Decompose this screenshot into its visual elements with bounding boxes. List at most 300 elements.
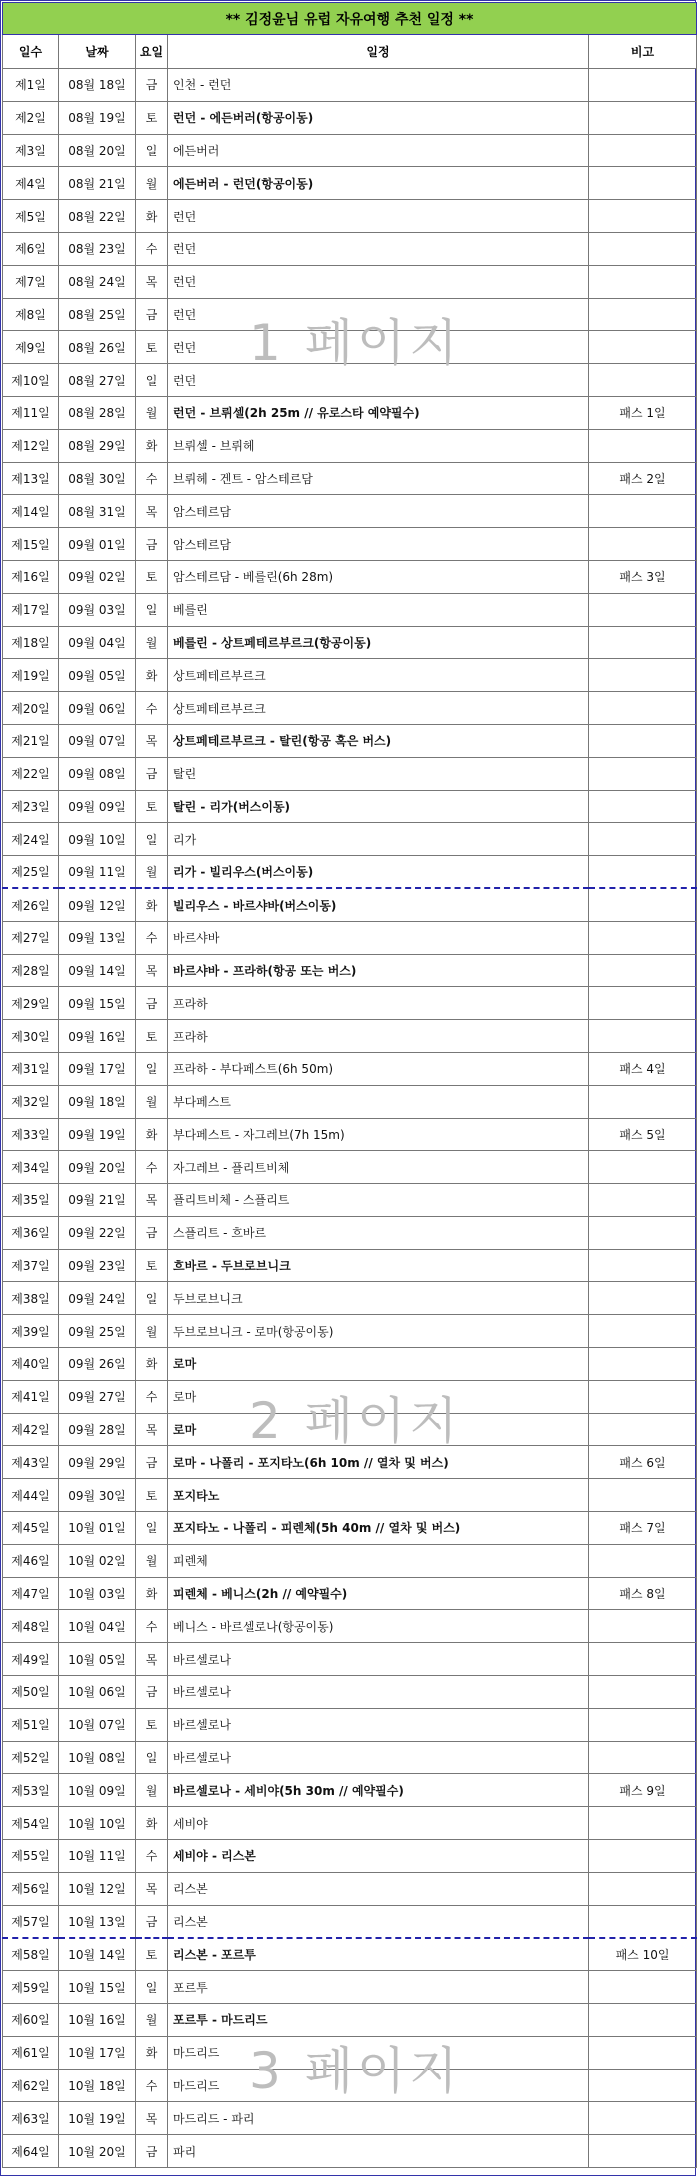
date-cell: 09월 26일 (59, 1348, 136, 1381)
day-cell: 제50일 (3, 1676, 59, 1709)
plan-cell: 세비야 (168, 1807, 589, 1840)
weekday-cell: 금 (136, 757, 168, 790)
plan-cell: 로마 (168, 1413, 589, 1446)
date-cell: 10월 16일 (59, 2004, 136, 2037)
weekday-cell: 금 (136, 1676, 168, 1709)
day-cell: 제42일 (3, 1413, 59, 1446)
date-cell: 10월 20일 (59, 2135, 136, 2168)
plan-cell: 바르샤바 - 프라하(항공 또는 버스) (168, 954, 589, 987)
note-cell (589, 790, 697, 823)
note-cell (589, 101, 697, 134)
note-cell (589, 757, 697, 790)
date-cell: 09월 16일 (59, 1020, 136, 1053)
table-row (3, 1643, 697, 1676)
note-cell: 패스 8일 (589, 1577, 697, 1610)
note-cell (589, 1184, 697, 1217)
note-cell (589, 593, 697, 626)
day-cell: 제12일 (3, 429, 59, 462)
weekday-cell: 금 (136, 528, 168, 561)
table-row (3, 692, 697, 725)
date-cell: 08월 24일 (59, 265, 136, 298)
date-cell: 08월 21일 (59, 167, 136, 200)
weekday-cell: 화 (136, 1118, 168, 1151)
title-row (3, 3, 697, 35)
date-cell: 10월 11일 (59, 1840, 136, 1873)
weekday-cell: 수 (136, 1151, 168, 1184)
table-row (3, 2036, 697, 2069)
weekday-cell: 일 (136, 1741, 168, 1774)
weekday-cell: 수 (136, 1380, 168, 1413)
weekday-cell: 일 (136, 823, 168, 856)
day-cell: 제43일 (3, 1446, 59, 1479)
table-row (3, 1413, 697, 1446)
plan-cell: 런던 - 브뤼셀(2h 25m // 유로스타 예약필수) (168, 396, 589, 429)
day-cell: 제46일 (3, 1544, 59, 1577)
note-cell: 패스 2일 (589, 462, 697, 495)
plan-cell: 런던 (168, 298, 589, 331)
note-cell (589, 888, 697, 921)
date-cell: 10월 13일 (59, 1905, 136, 1938)
weekday-cell: 금 (136, 987, 168, 1020)
weekday-cell: 수 (136, 232, 168, 265)
header-day: 일수 (3, 35, 59, 69)
itinerary-body (3, 69, 697, 2168)
date-cell: 10월 19일 (59, 2102, 136, 2135)
table-row (3, 1840, 697, 1873)
header-dow: 요일 (136, 35, 168, 69)
plan-cell: 리스본 (168, 1872, 589, 1905)
table-row (3, 2004, 697, 2037)
note-cell (589, 265, 697, 298)
day-cell: 제25일 (3, 856, 59, 889)
note-cell (589, 2102, 697, 2135)
note-cell (589, 1544, 697, 1577)
weekday-cell: 월 (136, 1315, 168, 1348)
note-cell (589, 364, 697, 397)
note-cell (589, 954, 697, 987)
day-cell: 제57일 (3, 1905, 59, 1938)
note-cell: 패스 7일 (589, 1512, 697, 1545)
plan-cell: 로마 (168, 1380, 589, 1413)
date-cell: 10월 17일 (59, 2036, 136, 2069)
date-cell: 09월 06일 (59, 692, 136, 725)
header-plan: 일정 (168, 35, 589, 69)
weekday-cell: 월 (136, 1085, 168, 1118)
weekday-cell: 수 (136, 462, 168, 495)
day-cell: 제26일 (3, 888, 59, 921)
table-row (3, 1380, 697, 1413)
day-cell: 제45일 (3, 1512, 59, 1545)
date-cell: 10월 10일 (59, 1807, 136, 1840)
weekday-cell: 수 (136, 921, 168, 954)
plan-cell: 리스본 (168, 1905, 589, 1938)
day-cell: 제31일 (3, 1052, 59, 1085)
note-cell (589, 1872, 697, 1905)
table-row (3, 298, 697, 331)
table-row (3, 134, 697, 167)
day-cell: 제13일 (3, 462, 59, 495)
note-cell: 패스 3일 (589, 560, 697, 593)
note-cell (589, 69, 697, 102)
day-cell: 제4일 (3, 167, 59, 200)
table-row (3, 101, 697, 134)
date-cell: 09월 12일 (59, 888, 136, 921)
table-row (3, 69, 697, 102)
table-row (3, 1676, 697, 1709)
page-label-1: 1 페이지 (249, 314, 462, 372)
date-cell: 10월 15일 (59, 1971, 136, 2004)
note-cell (589, 1610, 697, 1643)
day-cell: 제36일 (3, 1216, 59, 1249)
note-cell (589, 1315, 697, 1348)
date-cell: 09월 03일 (59, 593, 136, 626)
itinerary-table (2, 2, 697, 2168)
weekday-cell: 토 (136, 1249, 168, 1282)
table-row (3, 1446, 697, 1479)
day-cell: 제10일 (3, 364, 59, 397)
day-cell: 제2일 (3, 101, 59, 134)
plan-cell: 리가 (168, 823, 589, 856)
note-cell: 패스 6일 (589, 1446, 697, 1479)
weekday-cell: 목 (136, 724, 168, 757)
weekday-cell: 화 (136, 200, 168, 233)
date-cell: 09월 02일 (59, 560, 136, 593)
weekday-cell: 일 (136, 1052, 168, 1085)
day-cell: 제39일 (3, 1315, 59, 1348)
day-cell: 제49일 (3, 1643, 59, 1676)
note-cell (589, 1151, 697, 1184)
day-cell: 제37일 (3, 1249, 59, 1282)
note-cell: 패스 4일 (589, 1052, 697, 1085)
plan-cell: 빌리우스 - 바르샤바(버스이동) (168, 888, 589, 921)
weekday-cell: 금 (136, 1216, 168, 1249)
date-cell: 09월 19일 (59, 1118, 136, 1151)
day-cell: 제3일 (3, 134, 59, 167)
date-cell: 09월 23일 (59, 1249, 136, 1282)
plan-cell: 바르셀로나 (168, 1741, 589, 1774)
table-row (3, 1249, 697, 1282)
table-row (3, 659, 697, 692)
day-cell: 제6일 (3, 232, 59, 265)
day-cell: 제54일 (3, 1807, 59, 1840)
day-cell: 제62일 (3, 2069, 59, 2102)
day-cell: 제38일 (3, 1282, 59, 1315)
plan-cell: 상트페테르부르크 (168, 692, 589, 725)
plan-cell: 탈린 - 리가(버스이동) (168, 790, 589, 823)
plan-cell: 포지타노 - 나폴리 - 피렌체(5h 40m // 열차 및 버스) (168, 1512, 589, 1545)
note-cell (589, 298, 697, 331)
note-cell: 패스 10일 (589, 1938, 697, 1971)
note-cell (589, 232, 697, 265)
note-cell (589, 167, 697, 200)
table-row (3, 167, 697, 200)
plan-cell: 바르셀로나 - 세비야(5h 30m // 예약필수) (168, 1774, 589, 1807)
table-row (3, 364, 697, 397)
table-row (3, 987, 697, 1020)
table-row (3, 1807, 697, 1840)
weekday-cell: 토 (136, 560, 168, 593)
weekday-cell: 화 (136, 1577, 168, 1610)
day-cell: 제24일 (3, 823, 59, 856)
weekday-cell: 일 (136, 134, 168, 167)
date-cell: 09월 25일 (59, 1315, 136, 1348)
table-row (3, 823, 697, 856)
plan-cell: 파리 (168, 2135, 589, 2168)
plan-cell: 포지타노 (168, 1479, 589, 1512)
note-cell (589, 1479, 697, 1512)
day-cell: 제63일 (3, 2102, 59, 2135)
day-cell: 제16일 (3, 560, 59, 593)
date-cell: 10월 04일 (59, 1610, 136, 1643)
note-cell (589, 1413, 697, 1446)
day-cell: 제23일 (3, 790, 59, 823)
day-cell: 제19일 (3, 659, 59, 692)
date-cell: 10월 12일 (59, 1872, 136, 1905)
date-cell: 08월 26일 (59, 331, 136, 364)
date-cell: 09월 28일 (59, 1413, 136, 1446)
day-cell: 제47일 (3, 1577, 59, 1610)
table-row (3, 1085, 697, 1118)
weekday-cell: 목 (136, 1643, 168, 1676)
date-cell: 09월 24일 (59, 1282, 136, 1315)
weekday-cell: 일 (136, 1282, 168, 1315)
table-row (3, 1971, 697, 2004)
note-cell (589, 331, 697, 364)
table-row (3, 1216, 697, 1249)
weekday-cell: 수 (136, 1840, 168, 1873)
table-row (3, 1348, 697, 1381)
table-row (3, 1479, 697, 1512)
day-cell: 제15일 (3, 528, 59, 561)
weekday-cell: 화 (136, 659, 168, 692)
day-cell: 제21일 (3, 724, 59, 757)
table-row (3, 1905, 697, 1938)
day-cell: 제5일 (3, 200, 59, 233)
date-cell: 09월 04일 (59, 626, 136, 659)
plan-cell: 스플리트 - 흐바르 (168, 1216, 589, 1249)
note-cell (589, 528, 697, 561)
day-cell: 제51일 (3, 1708, 59, 1741)
plan-cell: 마드리드 (168, 2069, 589, 2102)
plan-cell: 리가 - 빌리우스(버스이동) (168, 856, 589, 889)
plan-cell: 프라하 (168, 1020, 589, 1053)
table-row (3, 1774, 697, 1807)
date-cell: 09월 14일 (59, 954, 136, 987)
day-cell: 제11일 (3, 396, 59, 429)
table-row (3, 495, 697, 528)
weekday-cell: 월 (136, 626, 168, 659)
day-cell: 제7일 (3, 265, 59, 298)
day-cell: 제59일 (3, 1971, 59, 2004)
day-cell: 제64일 (3, 2135, 59, 2168)
plan-cell: 포르투 - 마드리드 (168, 2004, 589, 2037)
date-cell: 09월 08일 (59, 757, 136, 790)
table-row (3, 1610, 697, 1643)
date-cell: 09월 22일 (59, 1216, 136, 1249)
plan-cell: 에든버러 (168, 134, 589, 167)
plan-cell: 바르셀로나 (168, 1676, 589, 1709)
note-cell: 패스 1일 (589, 396, 697, 429)
plan-cell: 마드리드 - 파리 (168, 2102, 589, 2135)
day-cell: 제34일 (3, 1151, 59, 1184)
plan-cell: 두브로브니크 - 로마(항공이동) (168, 1315, 589, 1348)
plan-cell: 흐바르 - 두브로브니크 (168, 1249, 589, 1282)
plan-cell: 상트페테르부르크 - 탈린(항공 혹은 버스) (168, 724, 589, 757)
note-cell (589, 1282, 697, 1315)
plan-cell: 로마 (168, 1348, 589, 1381)
table-row (3, 593, 697, 626)
weekday-cell: 목 (136, 1872, 168, 1905)
date-cell: 09월 27일 (59, 1380, 136, 1413)
day-cell: 제56일 (3, 1872, 59, 1905)
note-cell (589, 200, 697, 233)
weekday-cell: 화 (136, 888, 168, 921)
day-cell: 제48일 (3, 1610, 59, 1643)
plan-cell: 바르셀로나 (168, 1643, 589, 1676)
weekday-cell: 화 (136, 429, 168, 462)
note-cell (589, 1905, 697, 1938)
table-row (3, 954, 697, 987)
weekday-cell: 목 (136, 495, 168, 528)
plan-cell: 런던 (168, 331, 589, 364)
day-cell: 제32일 (3, 1085, 59, 1118)
date-cell: 09월 21일 (59, 1184, 136, 1217)
table-row (3, 1118, 697, 1151)
plan-cell: 플리트비체 - 스플리트 (168, 1184, 589, 1217)
day-cell: 제1일 (3, 69, 59, 102)
date-cell: 09월 30일 (59, 1479, 136, 1512)
day-cell: 제18일 (3, 626, 59, 659)
table-row (3, 790, 697, 823)
note-cell (589, 2004, 697, 2037)
weekday-cell: 월 (136, 396, 168, 429)
day-cell: 제55일 (3, 1840, 59, 1873)
plan-cell: 리스본 - 포르투 (168, 1938, 589, 1971)
day-cell: 제52일 (3, 1741, 59, 1774)
weekday-cell: 수 (136, 2069, 168, 2102)
table-row (3, 1184, 697, 1217)
day-cell: 제30일 (3, 1020, 59, 1053)
weekday-cell: 토 (136, 1938, 168, 1971)
weekday-cell: 금 (136, 2135, 168, 2168)
day-cell: 제60일 (3, 2004, 59, 2037)
weekday-cell: 목 (136, 1184, 168, 1217)
note-cell (589, 1380, 697, 1413)
day-cell: 제41일 (3, 1380, 59, 1413)
note-cell (589, 659, 697, 692)
day-cell: 제53일 (3, 1774, 59, 1807)
date-cell: 08월 25일 (59, 298, 136, 331)
date-cell: 08월 27일 (59, 364, 136, 397)
date-cell: 10월 06일 (59, 1676, 136, 1709)
date-cell: 09월 20일 (59, 1151, 136, 1184)
note-cell (589, 692, 697, 725)
day-cell: 제22일 (3, 757, 59, 790)
date-cell: 10월 09일 (59, 1774, 136, 1807)
table-row (3, 331, 697, 364)
plan-cell: 상트페테르부르크 (168, 659, 589, 692)
plan-cell: 부다페스트 (168, 1085, 589, 1118)
plan-cell: 피렌체 - 베니스(2h // 예약필수) (168, 1577, 589, 1610)
plan-cell: 피렌체 (168, 1544, 589, 1577)
date-cell: 09월 18일 (59, 1085, 136, 1118)
weekday-cell: 일 (136, 364, 168, 397)
table-row (3, 2069, 697, 2102)
day-cell: 제33일 (3, 1118, 59, 1151)
day-cell: 제35일 (3, 1184, 59, 1217)
weekday-cell: 일 (136, 1512, 168, 1545)
note-cell (589, 987, 697, 1020)
table-row (3, 2102, 697, 2135)
day-cell: 제61일 (3, 2036, 59, 2069)
table-row (3, 1282, 697, 1315)
note-cell (589, 1741, 697, 1774)
plan-cell: 두브로브니크 (168, 1282, 589, 1315)
note-cell (589, 1840, 697, 1873)
table-row (3, 1938, 697, 1971)
plan-cell: 바르셀로나 (168, 1708, 589, 1741)
day-cell: 제44일 (3, 1479, 59, 1512)
table-row (3, 626, 697, 659)
table-row (3, 921, 697, 954)
day-cell: 제17일 (3, 593, 59, 626)
plan-cell: 런던 (168, 265, 589, 298)
day-cell: 제29일 (3, 987, 59, 1020)
table-row (3, 1052, 697, 1085)
date-cell: 09월 15일 (59, 987, 136, 1020)
note-cell (589, 1643, 697, 1676)
weekday-cell: 화 (136, 1807, 168, 1840)
plan-cell: 베니스 - 바르셀로나(항공이동) (168, 1610, 589, 1643)
table-row (3, 724, 697, 757)
table-row (3, 560, 697, 593)
weekday-cell: 화 (136, 1348, 168, 1381)
date-cell: 08월 31일 (59, 495, 136, 528)
note-cell (589, 495, 697, 528)
table-row (3, 1577, 697, 1610)
weekday-cell: 금 (136, 1905, 168, 1938)
day-cell: 제14일 (3, 495, 59, 528)
table-row (3, 1872, 697, 1905)
date-cell: 09월 29일 (59, 1446, 136, 1479)
date-cell: 09월 09일 (59, 790, 136, 823)
date-cell: 08월 22일 (59, 200, 136, 233)
date-cell: 08월 19일 (59, 101, 136, 134)
weekday-cell: 토 (136, 1708, 168, 1741)
day-cell: 제27일 (3, 921, 59, 954)
date-cell: 09월 07일 (59, 724, 136, 757)
plan-cell: 탈린 (168, 757, 589, 790)
date-cell: 08월 30일 (59, 462, 136, 495)
note-cell (589, 1971, 697, 2004)
date-cell: 09월 01일 (59, 528, 136, 561)
plan-cell: 암스테르담 (168, 528, 589, 561)
table-row (3, 1151, 697, 1184)
date-cell: 10월 05일 (59, 1643, 136, 1676)
note-cell (589, 1020, 697, 1053)
table-row (3, 2135, 697, 2168)
date-cell: 09월 11일 (59, 856, 136, 889)
date-cell: 09월 05일 (59, 659, 136, 692)
date-cell: 08월 18일 (59, 69, 136, 102)
table-row (3, 396, 697, 429)
plan-cell: 로마 - 나폴리 - 포지타노(6h 10m // 열차 및 버스) (168, 1446, 589, 1479)
note-cell: 패스 5일 (589, 1118, 697, 1151)
plan-cell: 인천 - 런던 (168, 69, 589, 102)
plan-cell: 에든버러 - 런던(항공이동) (168, 167, 589, 200)
table-row (3, 1708, 697, 1741)
table-row (3, 200, 697, 233)
